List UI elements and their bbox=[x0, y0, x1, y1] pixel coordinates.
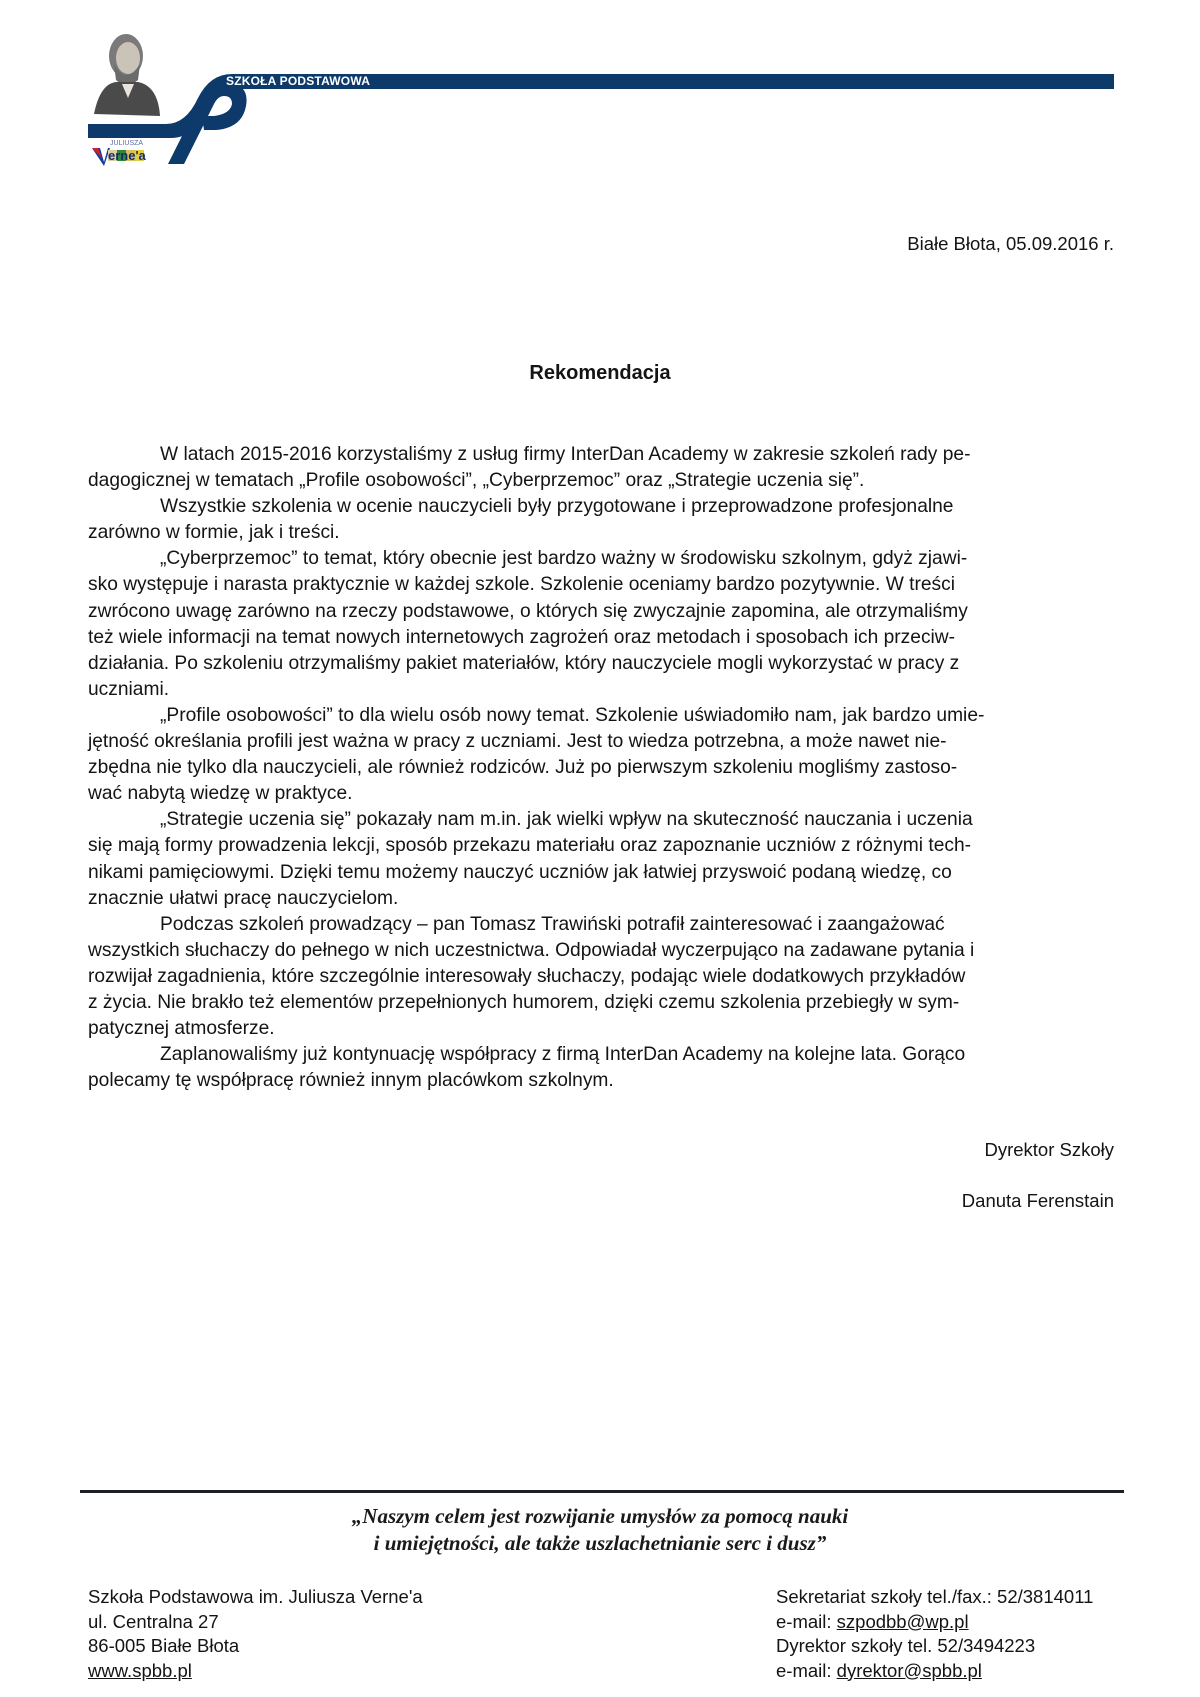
document-title: Rekomendacja bbox=[529, 362, 671, 384]
secretariat-email-link[interactable]: szpodbb@wp.pl bbox=[836, 1610, 969, 1632]
paragraph bbox=[88, 442, 1116, 494]
email-label: e-mail: bbox=[776, 1659, 837, 1681]
website-link[interactable]: www.spbb.pl bbox=[88, 1659, 192, 1681]
text-line: Zaplanowaliśmy już kontynuację współpracy z firmą InterDan Academy na kolejne lata. Gorąco bbox=[160, 1044, 966, 1066]
text-line: patycznej atmosferze. bbox=[88, 1018, 275, 1040]
logo-name-text: erne'a bbox=[108, 148, 146, 163]
signature-name: Danuta Ferenstain bbox=[961, 1190, 1114, 1211]
motto-line: „Naszym celem jest rozwijanie umysłów za pomocą nauki bbox=[351, 1504, 849, 1528]
footer-contacts bbox=[776, 1585, 1093, 1683]
postal-city: 86-005 Białe Błota bbox=[88, 1635, 240, 1656]
footer-divider bbox=[80, 1490, 1124, 1493]
text-line: zbędna nie tylko dla nauczycieli, ale również rodziców. Już po pierwszym szkoleniu mogliśmy zastoso- bbox=[88, 757, 958, 779]
logo-small-text: JULIUSZA bbox=[110, 140, 144, 147]
text-line: Wszystkie szkolenia w ocenie nauczycieli były przygotowane i przeprowadzone profesjonalne bbox=[160, 496, 954, 518]
text-line: „Strategie uczenia się” pokazały nam m.in. jak wielki wpływ na skuteczność nauczania i uczenia bbox=[160, 809, 973, 831]
letterhead-banner-text: SZKOŁA PODSTAWOWA bbox=[226, 74, 371, 88]
text-line: działania. Po szkoleniu otrzymaliśmy pakiet materiałów, który nauczyciele mogli wykorzystać w pracy z bbox=[88, 652, 960, 674]
text-line: zwrócono uwagę zarówno na rzeczy podstawowe, o których się zwyczajnie zapomina, ale otrzymaliśmy bbox=[88, 600, 968, 622]
text-line: W latach 2015-2016 korzystaliśmy z usług firmy InterDan Academy w zakresie szkoleń rady pe- bbox=[160, 444, 971, 465]
text-line: jętność określania profili jest ważna w pracy z uczniami. Jest to wiedza potrzebna, a może nawet nie- bbox=[88, 731, 947, 753]
text-line: rozwijał zagadnienia, które szczególnie interesowały słuchaczy, podając wiele dodatkowych przykładów bbox=[88, 965, 966, 987]
jules-verne-portrait-logo-icon bbox=[86, 24, 256, 174]
paragraph bbox=[88, 1042, 1116, 1094]
school-logo bbox=[86, 24, 256, 174]
street-address: ul. Centralna 27 bbox=[88, 1610, 219, 1632]
school-name: Szkoła Podstawowa im. Juliusza Verne'a bbox=[88, 1586, 423, 1607]
letter-body bbox=[88, 442, 1116, 1094]
text-line: „Cyberprzemoc” to temat, który obecnie jest bardzo ważny w środowisku szkolnym, gdyż zjawi- bbox=[160, 548, 968, 570]
text-line: uczniami. bbox=[88, 678, 170, 700]
footer-motto bbox=[0, 1503, 1200, 1557]
footer-address bbox=[88, 1585, 423, 1683]
text-line: znacznie ułatwi pracę nauczycielom. bbox=[88, 887, 399, 909]
motto-line: i umiejętności, ale także uszlachetnianie serc i dusz” bbox=[373, 1531, 827, 1555]
portrait-icon bbox=[94, 34, 160, 116]
paragraph bbox=[88, 494, 1116, 546]
text-line: się mają formy prowadzenia lekcji, sposób przekazu materiału oraz zapoznanie uczniów z różnymi tech- bbox=[88, 835, 972, 857]
text-line: sko występuje i narasta praktycznie w każdej szkole. Szkolenie oceniamy bardzo pozytywnie. W treści bbox=[88, 574, 956, 596]
director-email-link[interactable]: dyrektor@spbb.pl bbox=[836, 1659, 982, 1681]
text-line: polecamy tę współpracę również innym placówkom szkolnym. bbox=[88, 1070, 614, 1092]
signature-role: Dyrektor Szkoły bbox=[984, 1139, 1114, 1160]
email-label: e-mail: bbox=[776, 1610, 837, 1632]
text-line: też wiele informacji na temat nowych internetowych zagrożeń oraz metodach i sposobach ich przeciw- bbox=[88, 626, 956, 648]
text-line: wszystkich słuchaczy do pełnego w nich uczestnictwa. Odpowiadał wyczerpująco na zadawane pytania i bbox=[88, 939, 975, 961]
paragraph bbox=[88, 912, 1116, 1042]
paragraph bbox=[88, 807, 1116, 911]
text-line: zarówno w formie, jak i treści. bbox=[88, 522, 340, 544]
text-line: Podczas szkoleń prowadzący – pan Tomasz Trawiński potrafił zainteresować i zaangażować bbox=[160, 913, 945, 935]
paragraph bbox=[88, 703, 1116, 807]
secretariat-phone: Sekretariat szkoły tel./fax.: 52/3814011 bbox=[776, 1586, 1094, 1607]
text-line: „Profile osobowości” to dla wielu osób nowy temat. Szkolenie uświadomiło nam, jak bardzo umie- bbox=[160, 704, 985, 726]
text-line: z życia. Nie brakło też elementów przepełnionych humorem, dzięki czemu szkolenia przebiegły w sym- bbox=[88, 991, 960, 1013]
paragraph bbox=[88, 546, 1116, 703]
secretariat-email-row bbox=[776, 1610, 1093, 1635]
director-email-row bbox=[776, 1659, 1093, 1684]
text-line: dagogicznej w tematach „Profile osobowości”, „Cyberprzemoc” oraz „Strategie uczenia się”. bbox=[88, 470, 865, 492]
text-line: nikami pamięciowymi. Dzięki temu możemy nauczyć uczniów jak łatwiej przyswoić podaną wiedzę, co bbox=[88, 861, 952, 883]
director-phone: Dyrektor szkoły tel. 52/3494223 bbox=[776, 1635, 1036, 1656]
date-line: Białe Błota, 05.09.2016 r. bbox=[907, 233, 1114, 254]
text-line: wać nabytą wiedzę w praktyce. bbox=[88, 783, 353, 805]
